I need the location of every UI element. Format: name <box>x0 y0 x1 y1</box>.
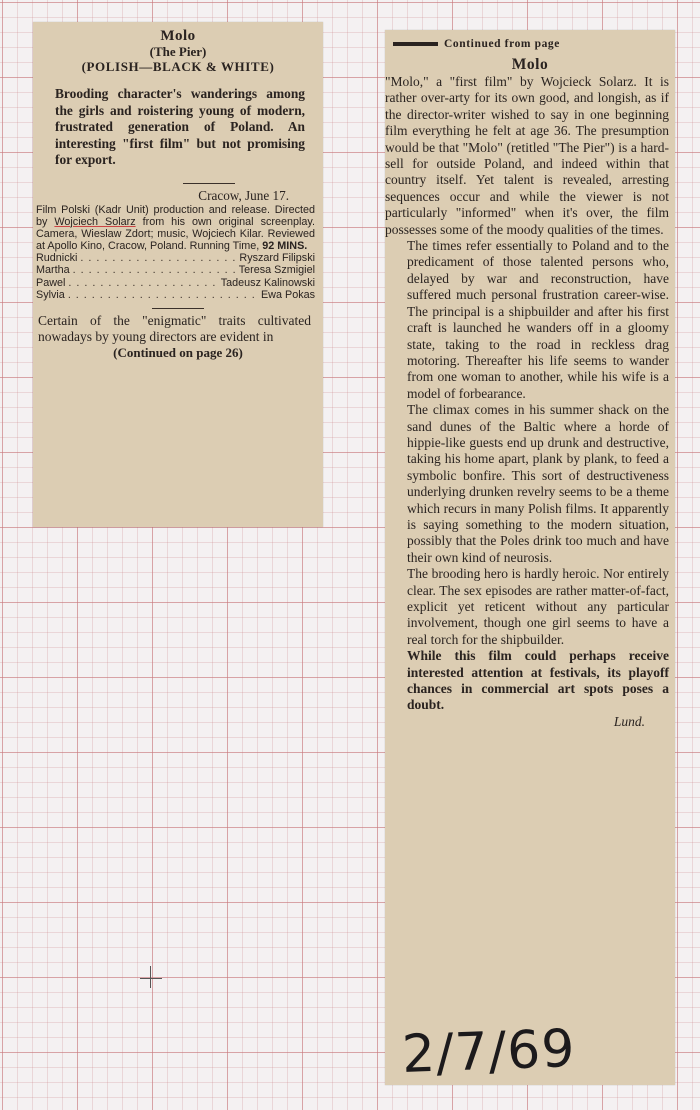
cast-row <box>36 264 315 277</box>
continued-from-label: Continued from page <box>444 38 560 50</box>
reviewer-signature: Lund. <box>613 713 645 729</box>
header-bar <box>393 42 438 46</box>
review-body-start: Certain of the "enigmatic" traits cultivated nowadays by young directors are evident in <box>38 312 311 344</box>
clipping-review-continued <box>385 30 675 1085</box>
handwritten-date: 2/7/69 <box>401 1018 577 1086</box>
clipping-review-header <box>33 22 323 527</box>
review-kind: (POLISH—BLACK & WHITE) <box>81 59 275 74</box>
cast-actor: Ewa Pokas <box>260 289 315 301</box>
paragraph: The brooding hero is hardly heroic. Nor entirely clear. The sex episodes are rather matter-of-fact, explicit yet reticent without any particular involvement, though one girl seems to have a real torch for the shipbuilder. <box>407 566 669 647</box>
credits-runtime: 92 MINS. <box>262 239 308 252</box>
cast-row <box>36 277 315 290</box>
credits-director: Wojciech Solarz <box>54 215 136 228</box>
cast-role: Pawel <box>36 276 66 289</box>
review-body-continued <box>385 74 675 730</box>
divider <box>183 183 235 184</box>
signoff <box>385 714 669 730</box>
credits-text-2: from his own original screenplay. Camera, Wieslaw Zdort; music, Wojciech Kilar. Reviewed at Apollo Kino, Cracow, Poland. Running Time, <box>36 215 315 252</box>
cast-role: Sylvia <box>36 289 65 301</box>
cast-row <box>36 252 315 265</box>
review-title: Molo <box>160 28 196 44</box>
paragraph: The times refer essentially to Poland and to the predicament of those talented persons who, delayed by war and reconstruction, have suffered much personal frustration career-wise. The principal is a shipbuilder and after his first craft is launched he wanders off in a gloomy state, taking to the road in reckless drag motoring. Thereafter his life seems to wander from one woman to another, while his wife is a model of forbearance. <box>407 238 669 401</box>
paragraph: The climax comes in his summer shack on the sand dunes of the Baltic where a horde of hippie-like guests end up drunk and destructive, taking his home apart, plank by plank, to feed a symbolic bonfire. This sort of destructiveness underlying drunken revelry seems to be a theme which recurs in many Polish films. It apparently is saying something to the modern situation, possibly that the Poles drink too much and have their own kind of neurosis. <box>407 402 669 565</box>
leader-dots <box>68 289 258 302</box>
divider <box>152 308 204 309</box>
credits-text-1: Film Polski (Kadr Unit) production and release. Directed by <box>36 203 315 228</box>
paragraph: "Molo," a "first film" by Wojcieck Solarz. It is rather over-arty for its own good, and longish, as if the director-writer wished to say in one beginning film everything he felt at age 36. The presumption would be that "Molo" (retitled "The Pier") is a hard-sell for outside Poland, and indeed within that country itself. Yet talent is revealed, arresting sequences occur and while the viewer is not particularly "informed" when it's over, the film possesses some of the moody qualities of the times. <box>385 74 669 237</box>
credits <box>33 204 323 252</box>
dateline: Cracow, June 17. <box>198 187 289 203</box>
cast-list <box>33 252 323 302</box>
cast-actor: Tadeusz Kalinowski <box>220 276 315 289</box>
review-subtitle: (The Pier) <box>149 44 207 59</box>
cast-row <box>36 289 315 302</box>
continued-note: (Continued on page 26) <box>113 345 243 361</box>
leader-dots <box>80 252 236 265</box>
review-summary: Brooding character's wanderings among the girls and roistering young of modern, frustrated generation of Poland. An interesting "first film" but not promising for export. <box>55 86 305 167</box>
cast-role: Rudnicki <box>36 251 78 264</box>
leader-dots <box>73 264 236 277</box>
cast-role: Martha <box>36 264 70 276</box>
leader-dots <box>68 277 217 290</box>
cast-actor: Teresa Szmigiel <box>238 264 315 276</box>
continued-title: Molo <box>511 56 549 73</box>
registration-mark <box>140 966 162 988</box>
paragraph: While this film could perhaps receive interested attention at festivals, its playoff chances in commercial art spots poses a doubt. <box>407 648 669 713</box>
cast-actor: Ryszard Filipski <box>239 251 315 264</box>
continued-header <box>385 30 675 50</box>
